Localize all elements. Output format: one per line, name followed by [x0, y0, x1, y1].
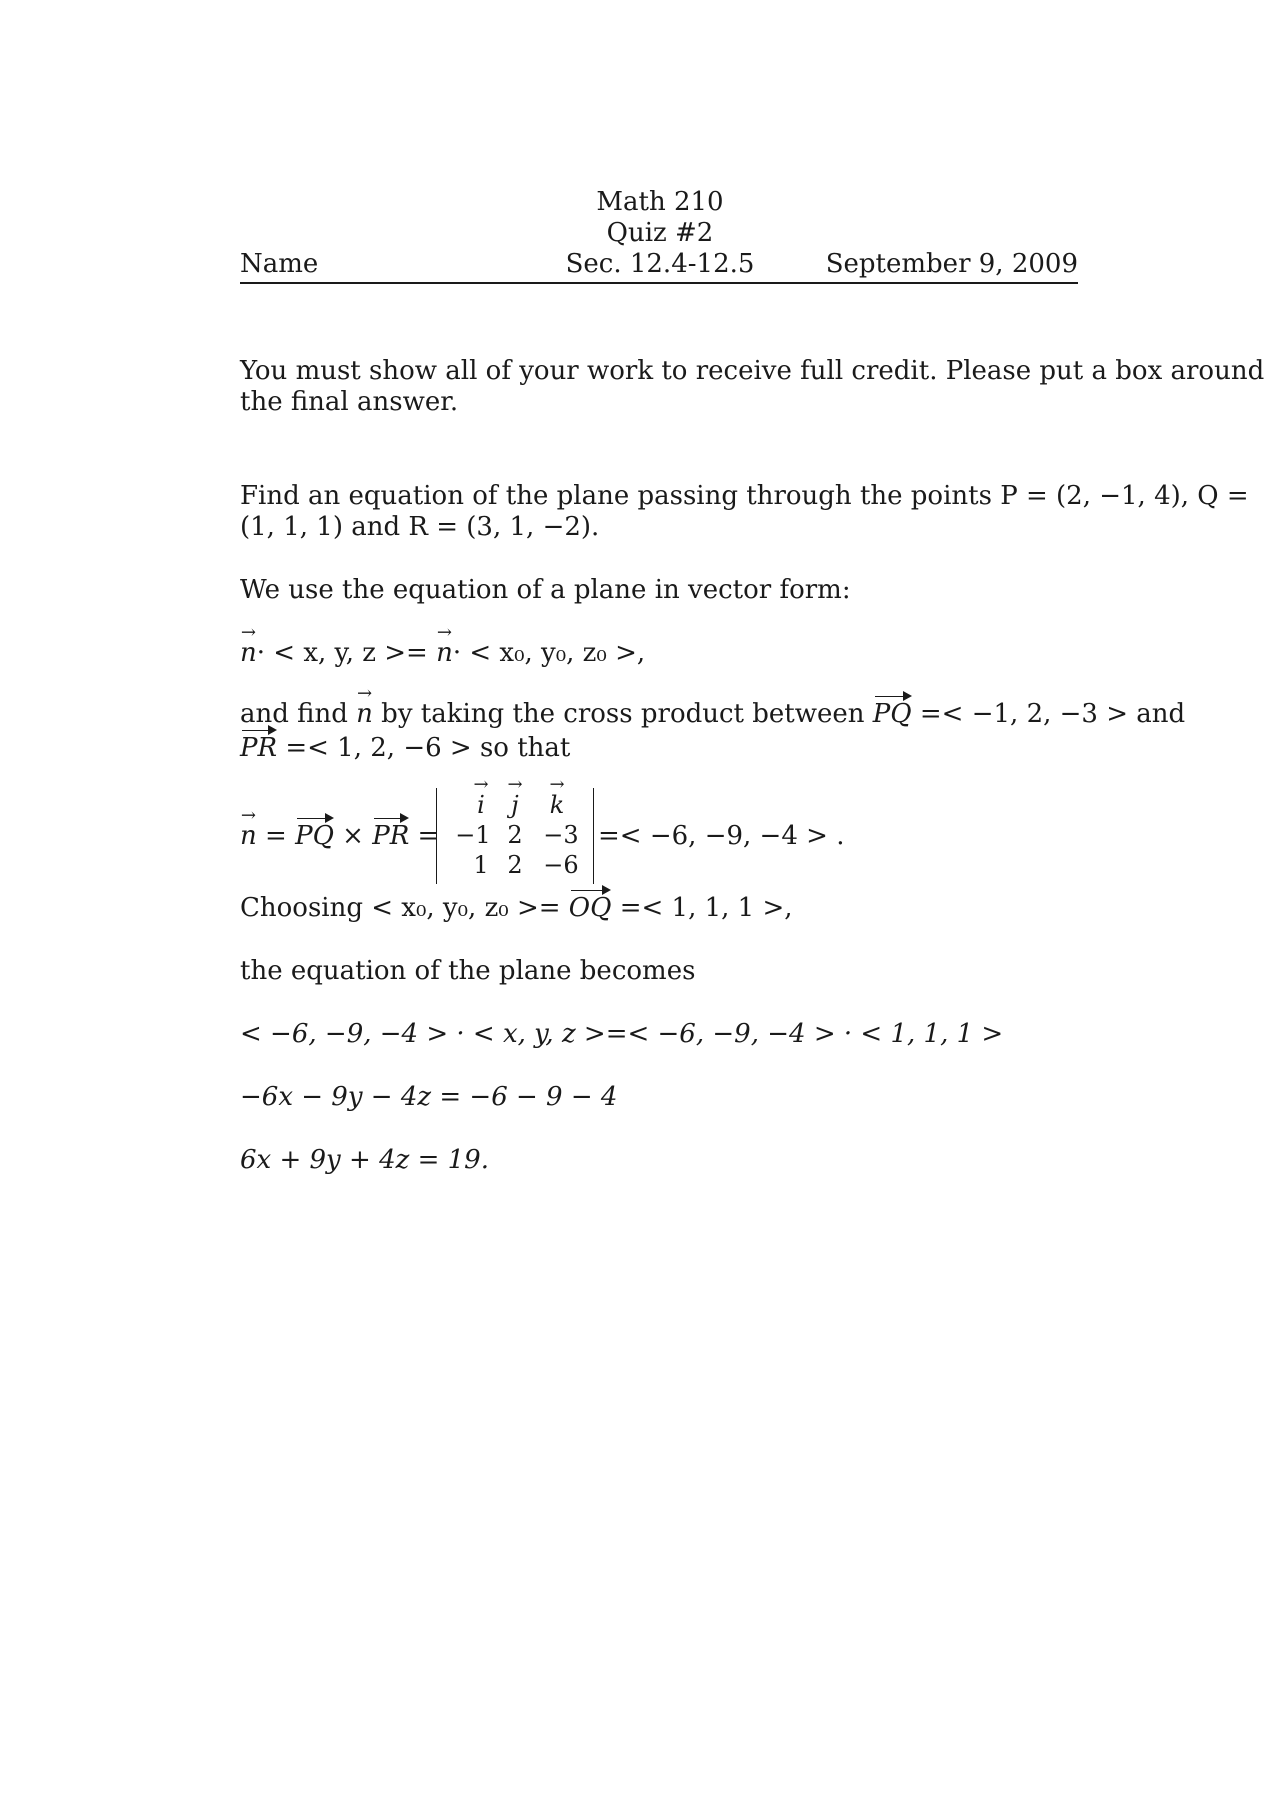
vector-eq-part: · < x₀, y₀, z₀ >, [452, 638, 646, 668]
problem-line-2: (1, 1, 1) and R = (3, 1, −2). [240, 512, 600, 542]
pq-vector: PQ [295, 821, 334, 851]
header-rule [240, 282, 1078, 284]
det-cell: −6 [543, 851, 579, 879]
text-span: =< −1, 2, −3 > and [911, 699, 1186, 729]
step-2: −6x − 9y − 4z = −6 − 9 − 4 [240, 1082, 618, 1112]
n-vector: n → [240, 820, 257, 852]
det-cell: −1 [455, 821, 491, 849]
name-label: Name [240, 249, 319, 279]
solution-intro: We use the equation of a plane in vector form: [240, 575, 851, 605]
text-span: and find [240, 699, 357, 729]
text-span: Choosing < x₀, y₀, z₀ >= [240, 893, 569, 923]
text-span: = [409, 821, 440, 851]
text-span: by taking the cross product between [372, 699, 873, 729]
text-span: =< 1, 1, 1 >, [611, 893, 793, 923]
det-cell: 2 [507, 821, 523, 849]
n-vector: n → [436, 637, 453, 669]
instructions-line-2: the final answer. [240, 387, 459, 417]
quiz-title: Quiz #2 [606, 218, 714, 248]
vector-eq-part: · < x, y, z >= [256, 638, 437, 668]
determinant-matrix [436, 788, 594, 884]
instructions-line-1: You must show all of your work to receive full credit. Please put a box around [240, 356, 1265, 386]
choosing-line [240, 892, 793, 924]
text-span: × [333, 821, 373, 851]
step-3-final-answer: 6x + 9y + 4z = 19. [240, 1145, 489, 1175]
pq-vector: PQ [872, 699, 912, 729]
det-cell: −3 [543, 821, 579, 849]
problem-line-1: Find an equation of the plane passing through the points P = (2, −1, 4), Q = [240, 481, 1249, 511]
course-title: Math 210 [596, 187, 724, 217]
det-cell: j → [495, 790, 535, 820]
text-span: = [256, 821, 296, 851]
step-1: < −6, −9, −4 > · < x, y, z >=< −6, −9, −4 > · < 1, 1, 1 > [240, 1019, 1004, 1049]
quiz-date: September 9, 2009 [825, 249, 1078, 279]
becomes-line: the equation of the plane becomes [240, 956, 696, 986]
cross-line-1 [240, 698, 1185, 730]
det-cell: 1 [473, 851, 489, 879]
determinant-result: =< −6, −9, −4 > . [598, 821, 845, 851]
n-vector: n → [356, 698, 373, 730]
cross-product-lhs [240, 820, 439, 852]
cross-line-2 [240, 732, 570, 764]
det-cell: 2 [507, 851, 523, 879]
det-cell: k → [537, 790, 577, 820]
oq-vector: OQ [568, 893, 612, 923]
pr-vector: PR [240, 733, 278, 763]
text-span: =< 1, 2, −6 > so that [277, 733, 571, 763]
det-cell: i → [461, 790, 501, 820]
n-vector: n → [240, 637, 257, 669]
vector-equation [240, 637, 645, 669]
pr-vector: PR [372, 821, 410, 851]
section-label: Sec. 12.4-12.5 [565, 249, 755, 279]
